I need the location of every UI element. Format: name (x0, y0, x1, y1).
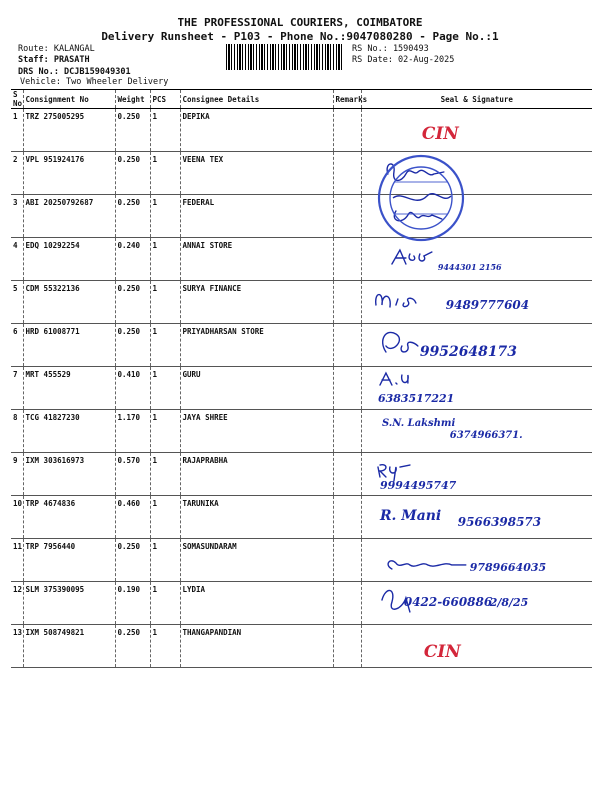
table-row (11, 195, 592, 238)
cell-weight: 0.570 (115, 453, 150, 496)
cell-consignment: HRD 61008771 (23, 324, 115, 367)
cell-weight: 0.250 (115, 195, 150, 238)
cell-sno: 1 (11, 109, 23, 152)
cell-sno: 12 (11, 582, 23, 625)
handwritten-signature (362, 496, 593, 535)
cell-consignee: FEDERAL (180, 195, 333, 238)
handwritten-phone: 9489777604 (445, 297, 529, 312)
handwritten-phone: 9566398573 (457, 514, 541, 529)
handwritten-signature (362, 367, 593, 406)
cell-weight: 0.250 (115, 109, 150, 152)
cell-weight: 0.240 (115, 238, 150, 281)
cell-sno: 13 (11, 625, 23, 668)
handwritten-name: S.N. Lakshmi (381, 418, 455, 430)
cell-remarks (333, 625, 361, 668)
handwritten-signature (362, 582, 593, 621)
cell-consignee: THANGAPANDIAN (180, 625, 333, 668)
cell-consignment: SLM 375390095 (23, 582, 115, 625)
cell-consignment: TRP 4674836 (23, 496, 115, 539)
route-label: Route: KALANGAL (18, 44, 95, 54)
cell-consignment: EDQ 10292254 (23, 238, 115, 281)
handwritten-phone: 0422-660886 (403, 594, 492, 609)
cell-remarks (333, 109, 361, 152)
vehicle-label: Vehicle: Two Wheeler Delivery (20, 77, 169, 87)
cell-consignment: CDM 55322136 (23, 281, 115, 324)
cell-weight: 0.250 (115, 625, 150, 668)
col-weight: Weight (115, 90, 150, 109)
cell-weight: 0.410 (115, 367, 150, 410)
round-seal-stamp-icon (375, 152, 467, 244)
cell-signature (361, 410, 592, 453)
handwritten-phone: 9952648173 (419, 343, 517, 360)
cell-sno: 2 (11, 152, 23, 195)
cell-remarks (333, 410, 361, 453)
cell-remarks (333, 152, 361, 195)
cell-consignee: DEPIKA (180, 109, 333, 152)
handwritten-note: CIN (423, 640, 461, 661)
handwritten-date: 2/8/25 (489, 595, 528, 609)
cell-sno: 6 (11, 324, 23, 367)
cell-weight: 0.250 (115, 152, 150, 195)
cell-consignment: TRP 7956440 (23, 539, 115, 582)
cell-signature (361, 539, 592, 582)
cell-consignee: GURU (180, 367, 333, 410)
handwritten-phone: 6374966371. (449, 429, 523, 441)
cell-weight: 0.250 (115, 324, 150, 367)
table-row (11, 496, 592, 539)
cell-pcs: 1 (150, 195, 180, 238)
cell-consignee: LYDIA (180, 582, 333, 625)
runsheet-table (11, 89, 592, 668)
cell-consignee: SOMASUNDARAM (180, 539, 333, 582)
cell-pcs: 1 (150, 152, 180, 195)
cell-consignment: IXM 303616973 (23, 453, 115, 496)
col-remarks: Remarks (333, 90, 361, 109)
cell-signature (361, 582, 592, 625)
cell-weight: 0.250 (115, 539, 150, 582)
cell-consignee: RAJAPRABHA (180, 453, 333, 496)
cell-weight: 0.190 (115, 582, 150, 625)
company-title: THE PROFESSIONAL COURIERS, COIMBATORE (177, 16, 423, 29)
cell-remarks (333, 238, 361, 281)
col-pcs: PCS (150, 90, 180, 109)
table-row (11, 539, 592, 582)
cell-remarks (333, 324, 361, 367)
cell-signature (361, 625, 592, 668)
cell-consignee: ANNAI STORE (180, 238, 333, 281)
cell-signature (361, 109, 592, 152)
cell-pcs: 1 (150, 625, 180, 668)
handwritten-name: R. Mani (379, 507, 441, 524)
cell-sno: 7 (11, 367, 23, 410)
cell-sno: 5 (11, 281, 23, 324)
cell-pcs: 1 (150, 281, 180, 324)
cell-remarks (333, 281, 361, 324)
cell-sno: 4 (11, 238, 23, 281)
cell-weight: 0.460 (115, 496, 150, 539)
handwritten-phone: 9789664035 (469, 560, 546, 574)
table-row (11, 453, 592, 496)
handwritten-signature (362, 324, 593, 363)
rs-date: RS Date: 02-Aug-2025 (352, 55, 455, 65)
cell-pcs: 1 (150, 367, 180, 410)
cell-consignee: PRIYADHARSAN STORE (180, 324, 333, 367)
handwritten-phone: 9994495747 (379, 478, 456, 492)
handwritten-signature (362, 625, 593, 664)
cell-remarks (333, 195, 361, 238)
cell-consignment: TRZ 275005295 (23, 109, 115, 152)
cell-signature (361, 367, 592, 410)
cell-sno: 10 (11, 496, 23, 539)
table-row (11, 410, 592, 453)
cell-consignment: VPL 951924176 (23, 152, 115, 195)
cell-signature (361, 496, 592, 539)
table-header-row (11, 90, 592, 109)
table-row (11, 152, 592, 195)
col-consignee: Consignee Details (180, 90, 333, 109)
cell-consignment: IXM 508749821 (23, 625, 115, 668)
runsheet-subtitle: Delivery Runsheet - P103 - Phone No.:9047080280 - Page No.:1 (101, 30, 499, 43)
cell-sno: 8 (11, 410, 23, 453)
cell-pcs: 1 (150, 453, 180, 496)
drs-number: DRS No.: DCJB159049301 (18, 67, 131, 77)
cell-pcs: 1 (150, 109, 180, 152)
table-row (11, 324, 592, 367)
cell-signature (361, 281, 592, 324)
handwritten-signature (362, 453, 593, 492)
cell-weight: 0.250 (115, 281, 150, 324)
handwritten-note: CIN (421, 122, 459, 143)
col-sno: S No (13, 90, 23, 108)
table-row (11, 281, 592, 324)
cell-consignment: ABI 20250792687 (23, 195, 115, 238)
cell-consignee: VEENA TEX (180, 152, 333, 195)
cell-remarks (333, 453, 361, 496)
cell-remarks (333, 539, 361, 582)
cell-sno: 9 (11, 453, 23, 496)
cell-consignee: SURYA FINANCE (180, 281, 333, 324)
table-row (11, 582, 592, 625)
cell-sno: 3 (11, 195, 23, 238)
cell-consignee: TARUNIKA (180, 496, 333, 539)
table-row (11, 109, 592, 152)
handwritten-signature (362, 539, 593, 578)
cell-remarks (333, 367, 361, 410)
table-row (11, 625, 592, 668)
cell-pcs: 1 (150, 238, 180, 281)
cell-pcs: 1 (150, 539, 180, 582)
cell-pcs: 1 (150, 410, 180, 453)
col-signature: Seal & Signature (361, 90, 592, 109)
cell-remarks (333, 582, 361, 625)
cell-sno: 11 (11, 539, 23, 582)
cell-weight: 1.170 (115, 410, 150, 453)
handwritten-signature (362, 410, 593, 449)
cell-consignee: JAYA SHREE (180, 410, 333, 453)
cell-signature (361, 453, 592, 496)
handwritten-signature (362, 281, 593, 320)
cell-pcs: 1 (150, 324, 180, 367)
cell-pcs: 1 (150, 496, 180, 539)
col-consignment: Consignment No (23, 90, 115, 109)
handwritten-phone: 6383517221 (377, 391, 454, 405)
handwritten-signature (362, 109, 593, 148)
cell-consignment: TCG 41827230 (23, 410, 115, 453)
cell-pcs: 1 (150, 582, 180, 625)
barcode-icon (226, 44, 344, 70)
rs-number: RS No.: 1590493 (352, 44, 429, 54)
cell-remarks (333, 496, 361, 539)
staff-label: Staff: PRASATH (18, 55, 90, 65)
table-row (11, 238, 592, 281)
cell-signature (361, 324, 592, 367)
handwritten-phone: 9444301 2156 (437, 262, 502, 272)
table-row (11, 367, 592, 410)
cell-consignment: MRT 455529 (23, 367, 115, 410)
